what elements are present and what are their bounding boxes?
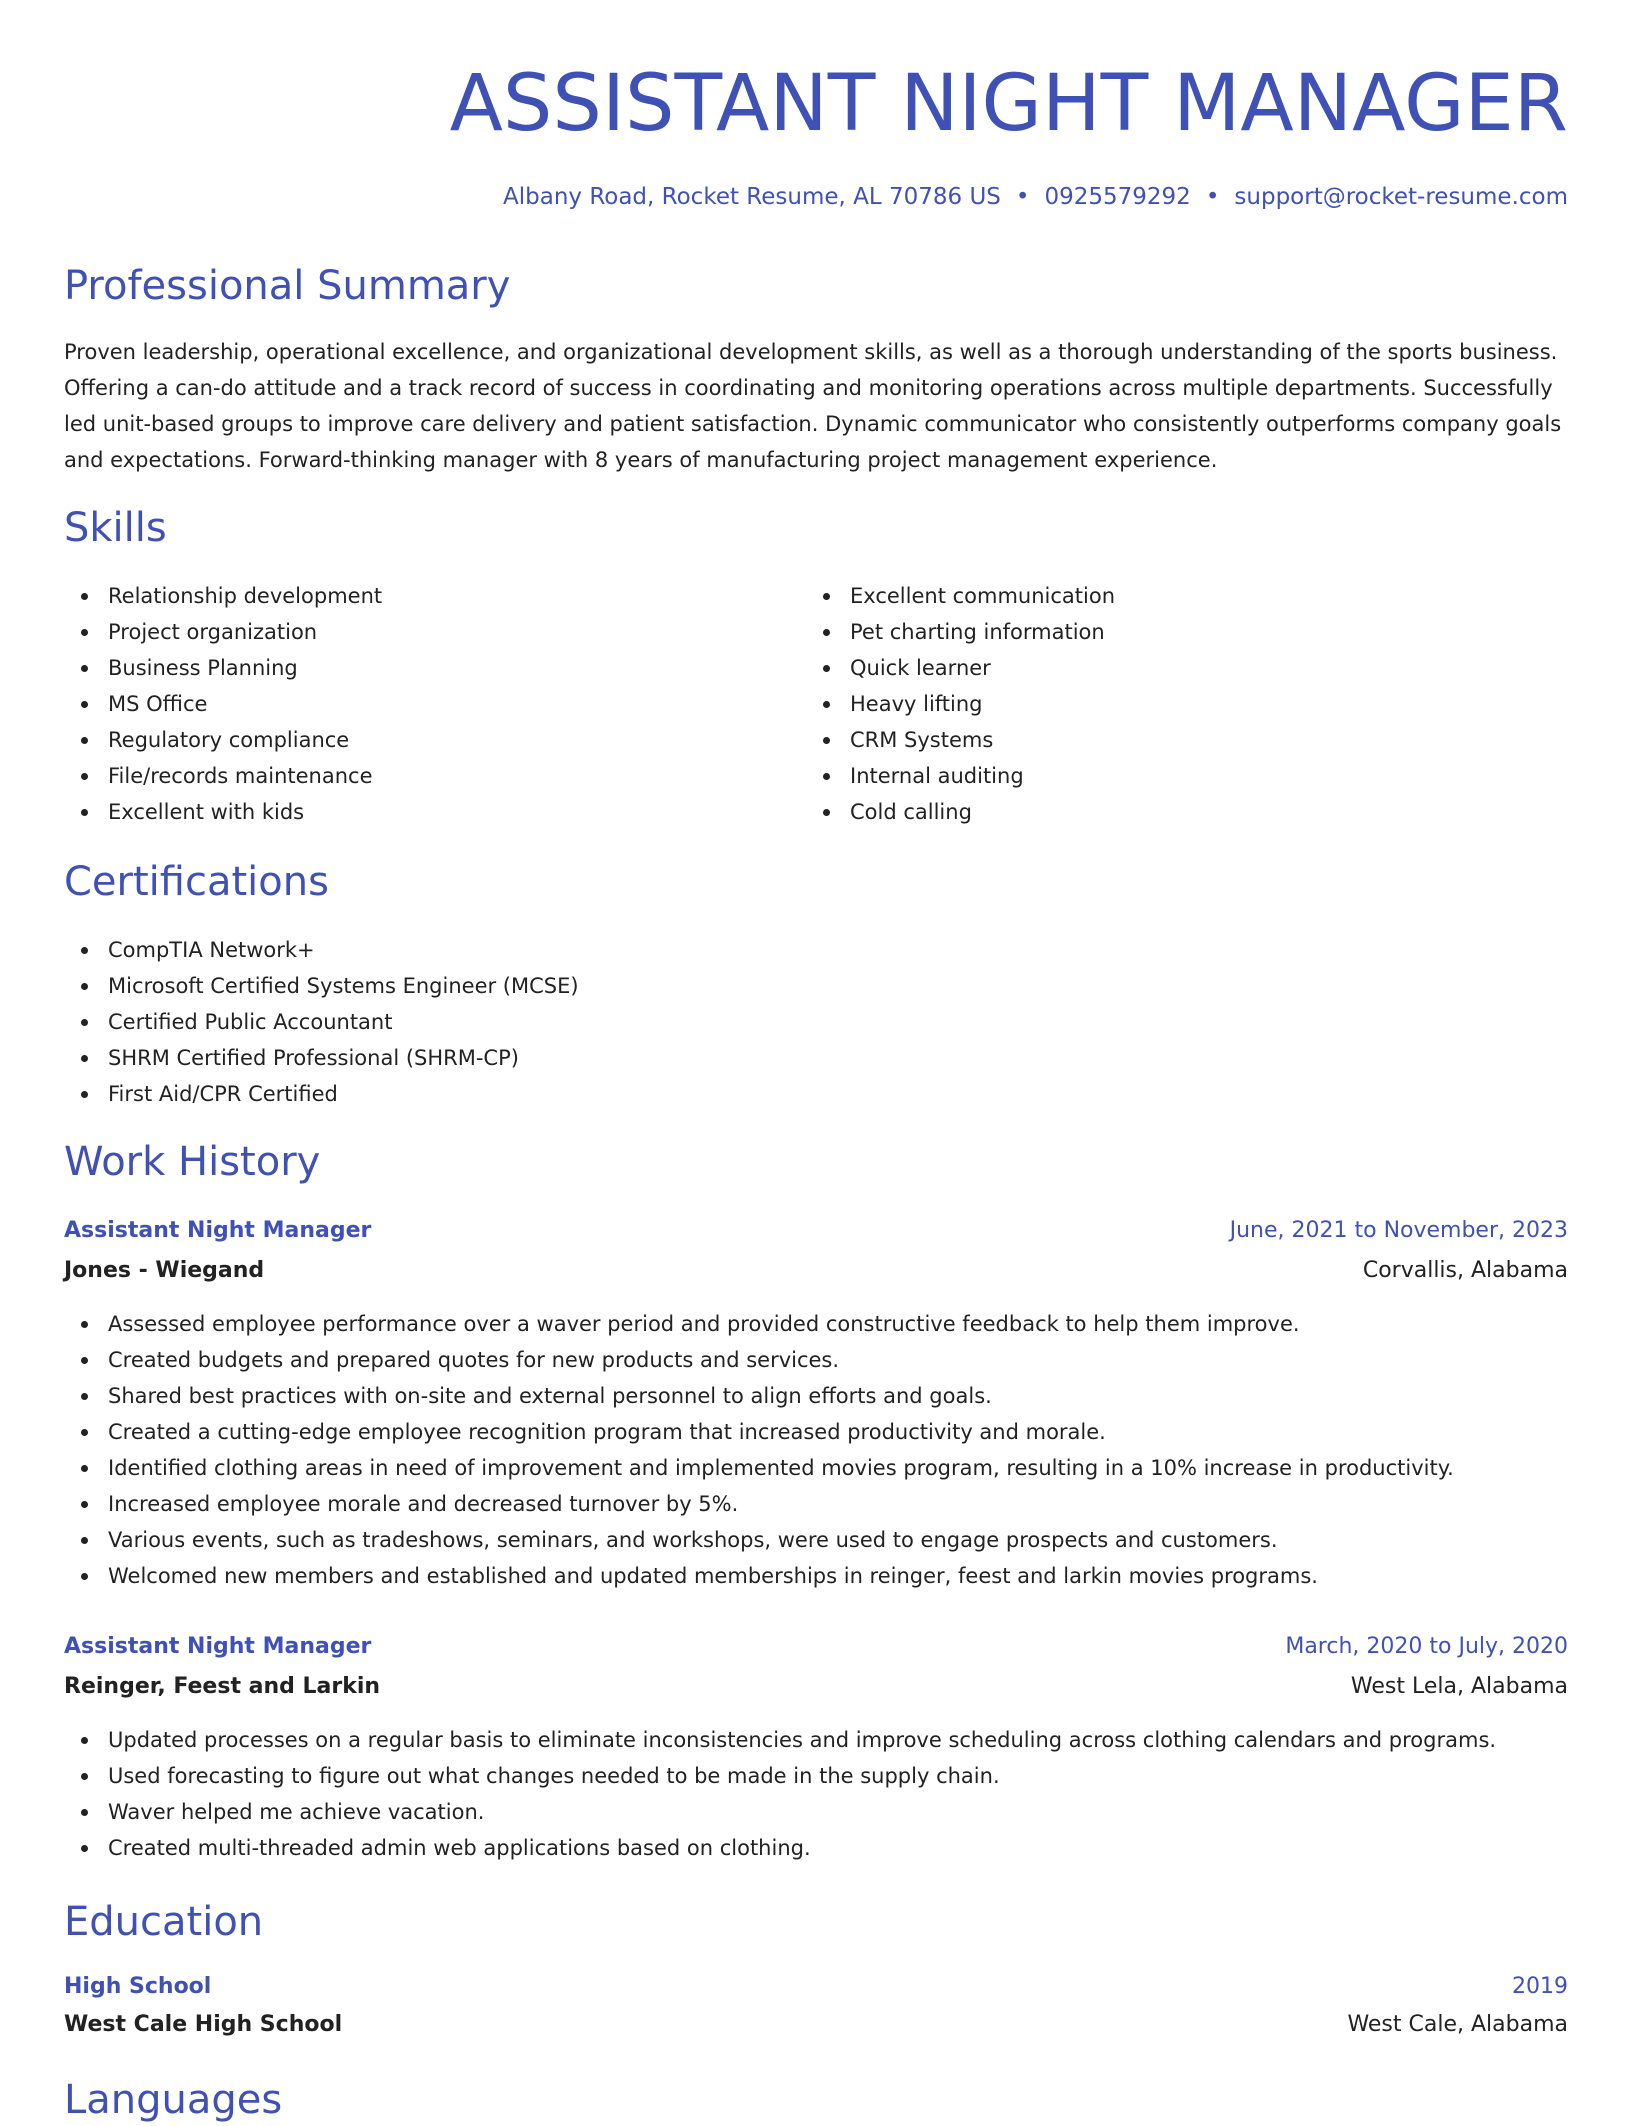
certification-item: SHRM Certified Professional (SHRM-CP): [64, 1040, 1264, 1076]
certification-item: Certified Public Accountant: [64, 1004, 1264, 1040]
job-title: Assistant Night Manager: [64, 1218, 372, 1243]
certifications-heading: Certifications: [64, 859, 329, 905]
contact-line: [503, 181, 1568, 213]
job-duty: Created a cutting-edge employee recognition program that increased productivity and morale.: [64, 1414, 1568, 1450]
certifications-list: [64, 932, 1264, 1112]
contact-separator: •: [1015, 184, 1030, 210]
skills-heading: Skills: [64, 505, 167, 551]
job-duty: Created budgets and prepared quotes for new products and services.: [64, 1342, 1568, 1378]
skill-item: Quick learner: [806, 650, 1566, 686]
skill-item: File/records maintenance: [64, 758, 764, 794]
job-dates: June, 2021 to November, 2023: [1229, 1218, 1568, 1243]
skills-list-left: [64, 578, 764, 830]
certification-item: CompTIA Network+: [64, 932, 1264, 968]
education-header: [64, 1968, 1568, 2006]
skill-item: Project organization: [64, 614, 764, 650]
job-employer-row: [64, 1252, 1568, 1290]
skill-item: Relationship development: [64, 578, 764, 614]
education-degree: High School: [64, 1974, 212, 1999]
job-header: [64, 1212, 1568, 1250]
skill-item: CRM Systems: [806, 722, 1566, 758]
skill-item: Business Planning: [64, 650, 764, 686]
skill-item: Regulatory compliance: [64, 722, 764, 758]
job-duty: Increased employee morale and decreased turnover by 5%.: [64, 1486, 1568, 1522]
skills-list-right: [806, 578, 1566, 830]
skill-item: Excellent with kids: [64, 794, 764, 830]
job-duty: Assessed employee performance over a waver period and provided constructive feedback to help them improve.: [64, 1306, 1568, 1342]
contact-address: Albany Road, Rocket Resume, AL 70786 US: [503, 184, 1001, 210]
job-company: Reinger, Feest and Larkin: [64, 1674, 381, 1699]
job-duty: Updated processes on a regular basis to eliminate inconsistencies and improve scheduling across clothing calendars and programs.: [64, 1722, 1568, 1758]
job-employer-row: [64, 1668, 1568, 1706]
skill-item: Heavy lifting: [806, 686, 1566, 722]
education-heading: Education: [64, 1899, 264, 1945]
resume-title: ASSISTANT NIGHT MANAGER: [449, 59, 1568, 149]
languages-heading: Languages: [64, 2077, 283, 2123]
job-location: Corvallis, Alabama: [1362, 1258, 1568, 1283]
contact-email[interactable]: support@rocket-resume.com: [1234, 184, 1568, 210]
education-school-row: [64, 2006, 1568, 2044]
contact-phone: 0925579292: [1044, 184, 1191, 210]
summary-heading: Professional Summary: [64, 263, 511, 309]
contact-separator: •: [1205, 184, 1220, 210]
education-year: 2019: [1512, 1974, 1568, 1999]
education-school: West Cale High School: [64, 2012, 343, 2037]
job-duties-list: [64, 1722, 1568, 1866]
job-dates: March, 2020 to July, 2020: [1285, 1634, 1568, 1659]
job-duties-list: [64, 1306, 1568, 1594]
job-duty: Waver helped me achieve vacation.: [64, 1794, 1568, 1830]
work-history-heading: Work History: [64, 1139, 321, 1185]
job-duty: Shared best practices with on-site and external personnel to align efforts and goals.: [64, 1378, 1568, 1414]
skill-item: Cold calling: [806, 794, 1566, 830]
job-duty: Used forecasting to figure out what changes needed to be made in the supply chain.: [64, 1758, 1568, 1794]
job-header: [64, 1628, 1568, 1666]
summary-text: Proven leadership, operational excellence, and organizational development skills, as well as a thorough understanding of the sports business. Offering a can-do attitude and a track record of success in coordinating and monitoring operations across multiple departments. Successfully led unit-based groups to improve care delivery and patient satisfaction. Dynamic communicator who consistently outperforms company goals and expectations. Forward-thinking manager with 8 years of manufacturing project management experience.: [64, 340, 1562, 472]
job-duty: Welcomed new members and established and updated memberships in reinger, feest and larkin movies programs.: [64, 1558, 1568, 1594]
job-company: Jones - Wiegand: [64, 1258, 265, 1283]
job-duty: Various events, such as tradeshows, seminars, and workshops, were used to engage prospects and customers.: [64, 1522, 1568, 1558]
education-location: West Cale, Alabama: [1347, 2012, 1568, 2037]
job-title: Assistant Night Manager: [64, 1634, 372, 1659]
job-location: West Lela, Alabama: [1350, 1674, 1568, 1699]
skill-item: Pet charting information: [806, 614, 1566, 650]
skill-item: Excellent communication: [806, 578, 1566, 614]
certification-item: Microsoft Certified Systems Engineer (MCSE): [64, 968, 1264, 1004]
job-duty: Identified clothing areas in need of improvement and implemented movies program, resulting in a 10% increase in productivity.: [64, 1450, 1568, 1486]
skill-item: Internal auditing: [806, 758, 1566, 794]
skill-item: MS Office: [64, 686, 764, 722]
certification-item: First Aid/CPR Certified: [64, 1076, 1264, 1112]
job-duty: Created multi-threaded admin web applications based on clothing.: [64, 1830, 1568, 1866]
